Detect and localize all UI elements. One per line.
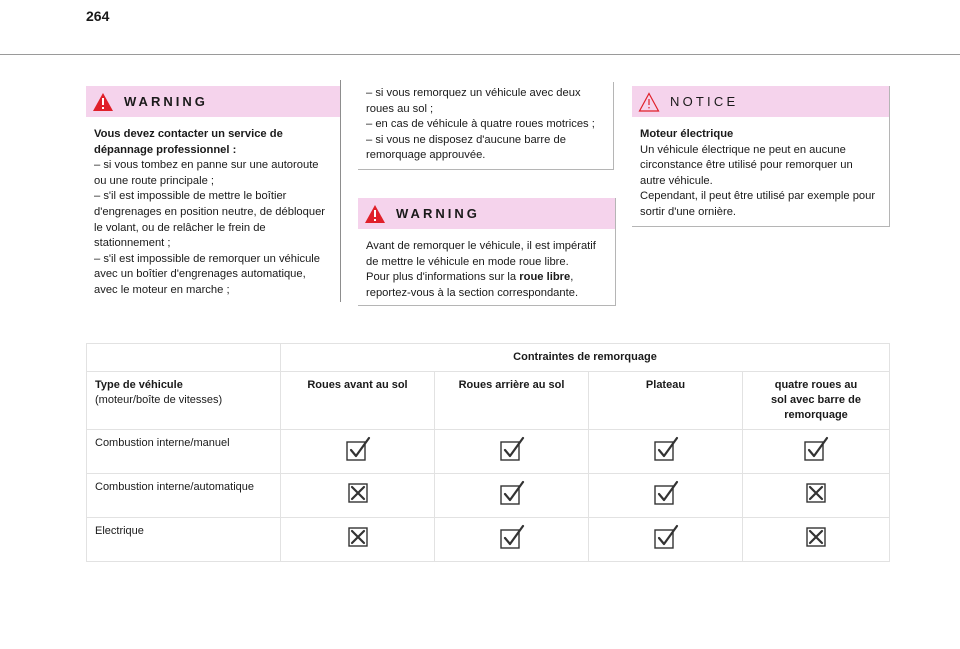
table-row xyxy=(87,474,890,518)
cell-mark xyxy=(589,430,743,474)
cell-mark xyxy=(281,430,435,474)
list-item: – si vous ne disposez d'aucune barre de remorquage approuvée. xyxy=(366,133,566,162)
row-header xyxy=(87,372,281,430)
cell-mark xyxy=(281,474,435,518)
row-label: Electrique xyxy=(87,518,281,562)
notice-panel xyxy=(632,86,890,227)
row-header-title: Type de véhicule xyxy=(95,379,183,391)
table-header-row xyxy=(87,372,890,430)
notice-header xyxy=(632,86,889,117)
warning-icon xyxy=(92,92,114,112)
table-group-header: Contraintes de remorquage xyxy=(281,344,890,372)
column-header xyxy=(743,372,890,430)
table-row xyxy=(87,430,890,474)
list-item: – si vous remorquez un véhicule avec deux roues au sol ; xyxy=(366,87,581,115)
row-label: Combustion interne/automatique xyxy=(87,474,281,518)
warning-icon xyxy=(364,204,386,224)
check-icon xyxy=(803,436,829,462)
warning-item: – si vous tombez en panne sur une autoroute ou une route principale ; xyxy=(94,159,319,187)
warning-text: Avant de remorquer le véhicule, il est impératif de mettre le véhicule en mode roue libre. xyxy=(366,240,596,268)
warning-panel-2 xyxy=(358,198,616,306)
notice-icon xyxy=(638,92,660,112)
cross-icon xyxy=(803,524,829,550)
warning-body-2 xyxy=(358,229,615,305)
table-empty-corner xyxy=(87,344,281,372)
warning-header-2 xyxy=(358,198,615,229)
cell-mark xyxy=(435,474,589,518)
warning-text xyxy=(366,270,605,301)
cross-icon xyxy=(803,480,829,506)
warning-lead: Vous devez contacter un service de dépannage professionnel : xyxy=(94,128,283,156)
list-item: – en cas de véhicule à quatre roues motrices ; xyxy=(366,118,595,131)
row-label: Combustion interne/manuel xyxy=(87,430,281,474)
continuation-panel xyxy=(358,82,614,170)
cell-mark xyxy=(281,518,435,562)
towing-table xyxy=(86,343,890,562)
cross-icon xyxy=(345,524,371,550)
notice-text: Un véhicule électrique ne peut en aucune circonstance être utilisé pour remorquer un autre véhicule. xyxy=(640,143,853,187)
notice-title: NOTICE xyxy=(670,93,739,109)
check-icon xyxy=(653,480,679,506)
cell-mark xyxy=(743,474,890,518)
column-divider xyxy=(340,80,341,302)
check-icon xyxy=(345,436,371,462)
warning-title-1: WARNING xyxy=(124,93,208,109)
warning-header-1 xyxy=(86,86,340,117)
top-rule xyxy=(0,54,960,55)
cell-mark xyxy=(589,474,743,518)
warning-body-1 xyxy=(86,117,340,307)
column-header: Plateau xyxy=(589,372,743,430)
notice-body xyxy=(632,117,889,226)
check-icon xyxy=(499,524,525,550)
warning-item: – s'il est impossible de remorquer un véhicule avec un boîtier d'engrenages automatique, avec le moteur en marche ; xyxy=(94,252,320,296)
notice-heading: Moteur électrique xyxy=(640,128,734,140)
warning-panel-1 xyxy=(86,86,340,307)
notice-text: Cependant, il peut être utilisé par exemple pour sortir d'une ornière. xyxy=(640,190,876,218)
table-row xyxy=(87,518,890,562)
cell-mark xyxy=(589,518,743,562)
column-header: Roues arrière au sol xyxy=(435,372,589,430)
page-number: 264 xyxy=(86,8,110,24)
table-group-row xyxy=(87,344,890,372)
text-prefix: Pour plus d'informations sur la xyxy=(366,271,520,284)
text-suffix: , reportez-vous à la section correspondante. xyxy=(366,271,579,299)
warning-title-2: WARNING xyxy=(396,205,480,221)
column-header-text: quatre roues au sol avec barre de remorquage xyxy=(771,379,861,421)
check-icon xyxy=(499,480,525,506)
warning-item: – s'il est impossible de mettre le boîtier d'engrenages en position neutre, de débloquer le volant, ou de relâcher le frein de stationnement ; xyxy=(94,190,326,250)
check-icon xyxy=(653,436,679,462)
column-header: Roues avant au sol xyxy=(281,372,435,430)
cross-icon xyxy=(345,480,371,506)
check-icon xyxy=(499,436,525,462)
cell-mark xyxy=(743,518,890,562)
text-bold: roue libre xyxy=(519,271,571,284)
cell-mark xyxy=(743,430,890,474)
row-header-sub: (moteur/boîte de vitesses) xyxy=(95,394,223,406)
cell-mark xyxy=(435,518,589,562)
cell-mark xyxy=(435,430,589,474)
check-icon xyxy=(653,524,679,550)
